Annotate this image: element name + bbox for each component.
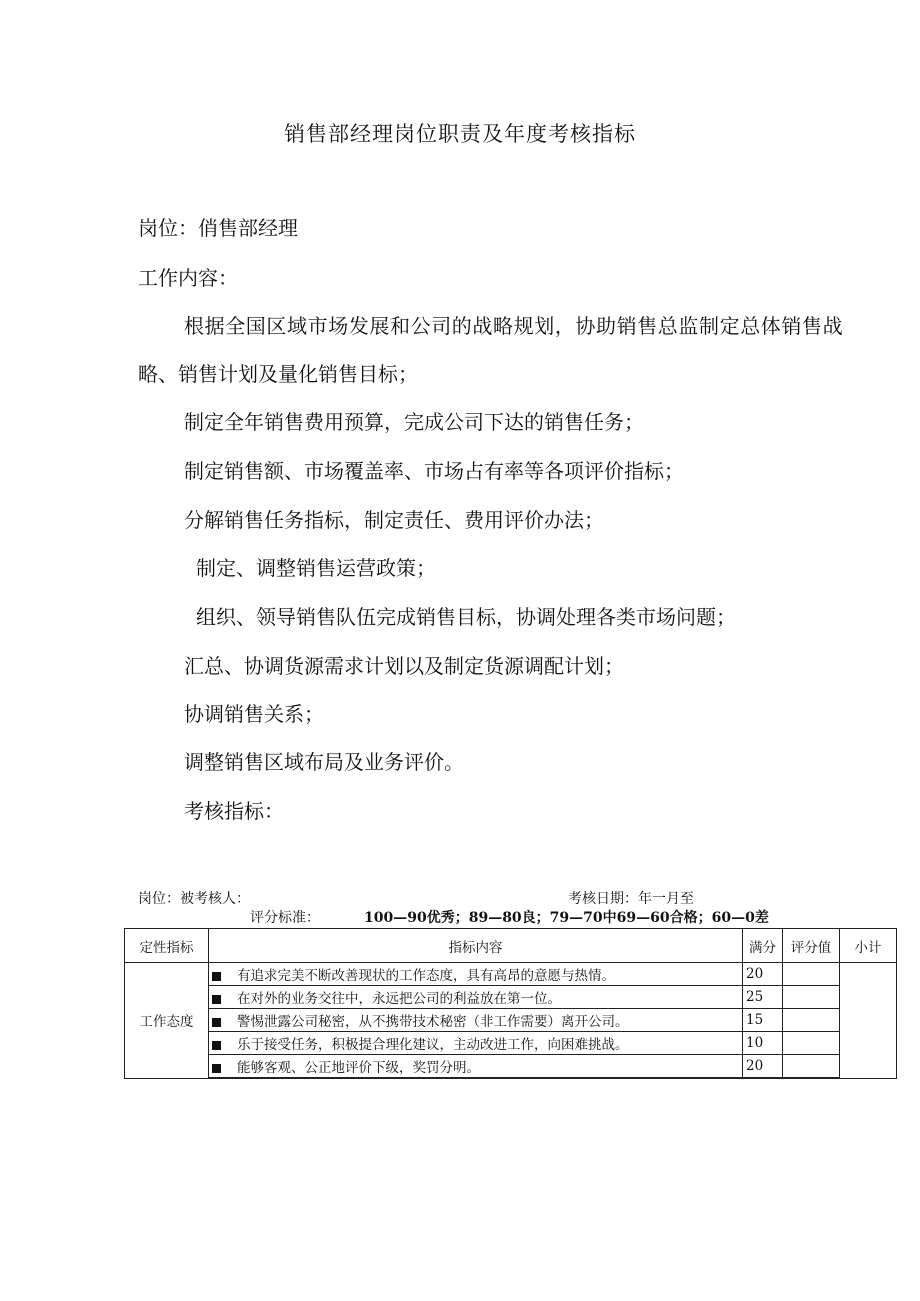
duty-5: 制定、调整销售运营政策；: [196, 556, 436, 580]
square-bullet-icon: [212, 1041, 221, 1050]
table-row: [125, 963, 897, 986]
header-category: 定性指标: [125, 929, 209, 963]
score-value-cell[interactable]: [783, 963, 840, 986]
table-row: [125, 986, 897, 1009]
header-score-value: 评分值: [783, 929, 840, 963]
document-title: 销售部经理岗位职责及年度考核指标: [284, 122, 636, 146]
category-cell: 工作态度: [125, 963, 209, 1079]
square-bullet-icon: [212, 972, 221, 981]
duty-2: 制定全年销售费用预算，完成公司下达的销售任务；: [184, 410, 644, 434]
indicator-content: 有追求完美不断改善现状的工作态度，具有高昂的意愿与热情。: [209, 963, 743, 986]
duty-8: 协调销售关系；: [184, 702, 324, 726]
full-score: 10: [743, 1032, 783, 1055]
header-subtotal: 小计: [840, 929, 897, 963]
work-content-label: 工作内容：: [138, 266, 238, 290]
duty-7: 汇总、协调货源需求计划以及制定货源调配计划；: [184, 654, 624, 678]
kpi-label: 考核指标：: [184, 799, 284, 823]
duty-1-line-2: 略、销售计划及量化销售目标；: [138, 362, 418, 386]
square-bullet-icon: [212, 1064, 221, 1073]
score-value-cell[interactable]: [783, 1055, 840, 1079]
subtotal-cell[interactable]: [840, 963, 897, 1079]
duty-9: 调整销售区域布局及业务评价。: [184, 750, 464, 774]
header-full-score: 满分: [743, 929, 783, 963]
square-bullet-icon: [212, 995, 221, 1004]
position-line: 岗位：俏售部经理: [138, 216, 298, 240]
assessment-date-meta: 考核日期：年一月至: [568, 891, 694, 907]
full-score: 20: [743, 963, 783, 986]
indicator-content: 警惕泄露公司秘密，从不携带技术秘密（非工作需要）离开公司。: [209, 1009, 743, 1032]
indicator-content: 乐于接受任务，积极提合理化建议，主动改进工作，向困难挑战。: [209, 1032, 743, 1055]
duty-1-line-1: 根据全国区域市场发展和公司的战略规划，协助销售总监制定总体销售战: [184, 314, 844, 338]
indicator-content: 在对外的业务交往中，永远把公司的利益放在第一位。: [209, 986, 743, 1009]
assessment-table: [124, 928, 897, 1079]
assessee-meta: 岗位：被考核人：: [138, 891, 250, 907]
indicator-content: 能够客观、公正地评价下级，奖罚分明。: [209, 1055, 743, 1079]
table-row: [125, 1032, 897, 1055]
table-header-row: [125, 929, 897, 963]
score-value-cell[interactable]: [783, 1032, 840, 1055]
duty-4: 分解销售任务指标，制定责任、费用评价办法；: [184, 508, 604, 532]
score-value-cell[interactable]: [783, 1009, 840, 1032]
scoring-criteria-label: 评分标准：: [250, 910, 320, 926]
full-score: 15: [743, 1009, 783, 1032]
score-value-cell[interactable]: [783, 986, 840, 1009]
header-content: 指标内容: [209, 929, 743, 963]
full-score: 20: [743, 1055, 783, 1079]
scoring-criteria-value: 100—90优秀；89—80良；79—70中69—60合格；60—0差: [364, 910, 769, 926]
duty-3: 制定销售额、市场覆盖率、市场占有率等各项评价指标；: [184, 459, 684, 483]
table-row: [125, 1055, 897, 1079]
table-row: [125, 1009, 897, 1032]
duty-6: 组织、领导销售队伍完成销售目标，协调处理各类市场问题；: [196, 605, 736, 629]
square-bullet-icon: [212, 1018, 221, 1027]
full-score: 25: [743, 986, 783, 1009]
